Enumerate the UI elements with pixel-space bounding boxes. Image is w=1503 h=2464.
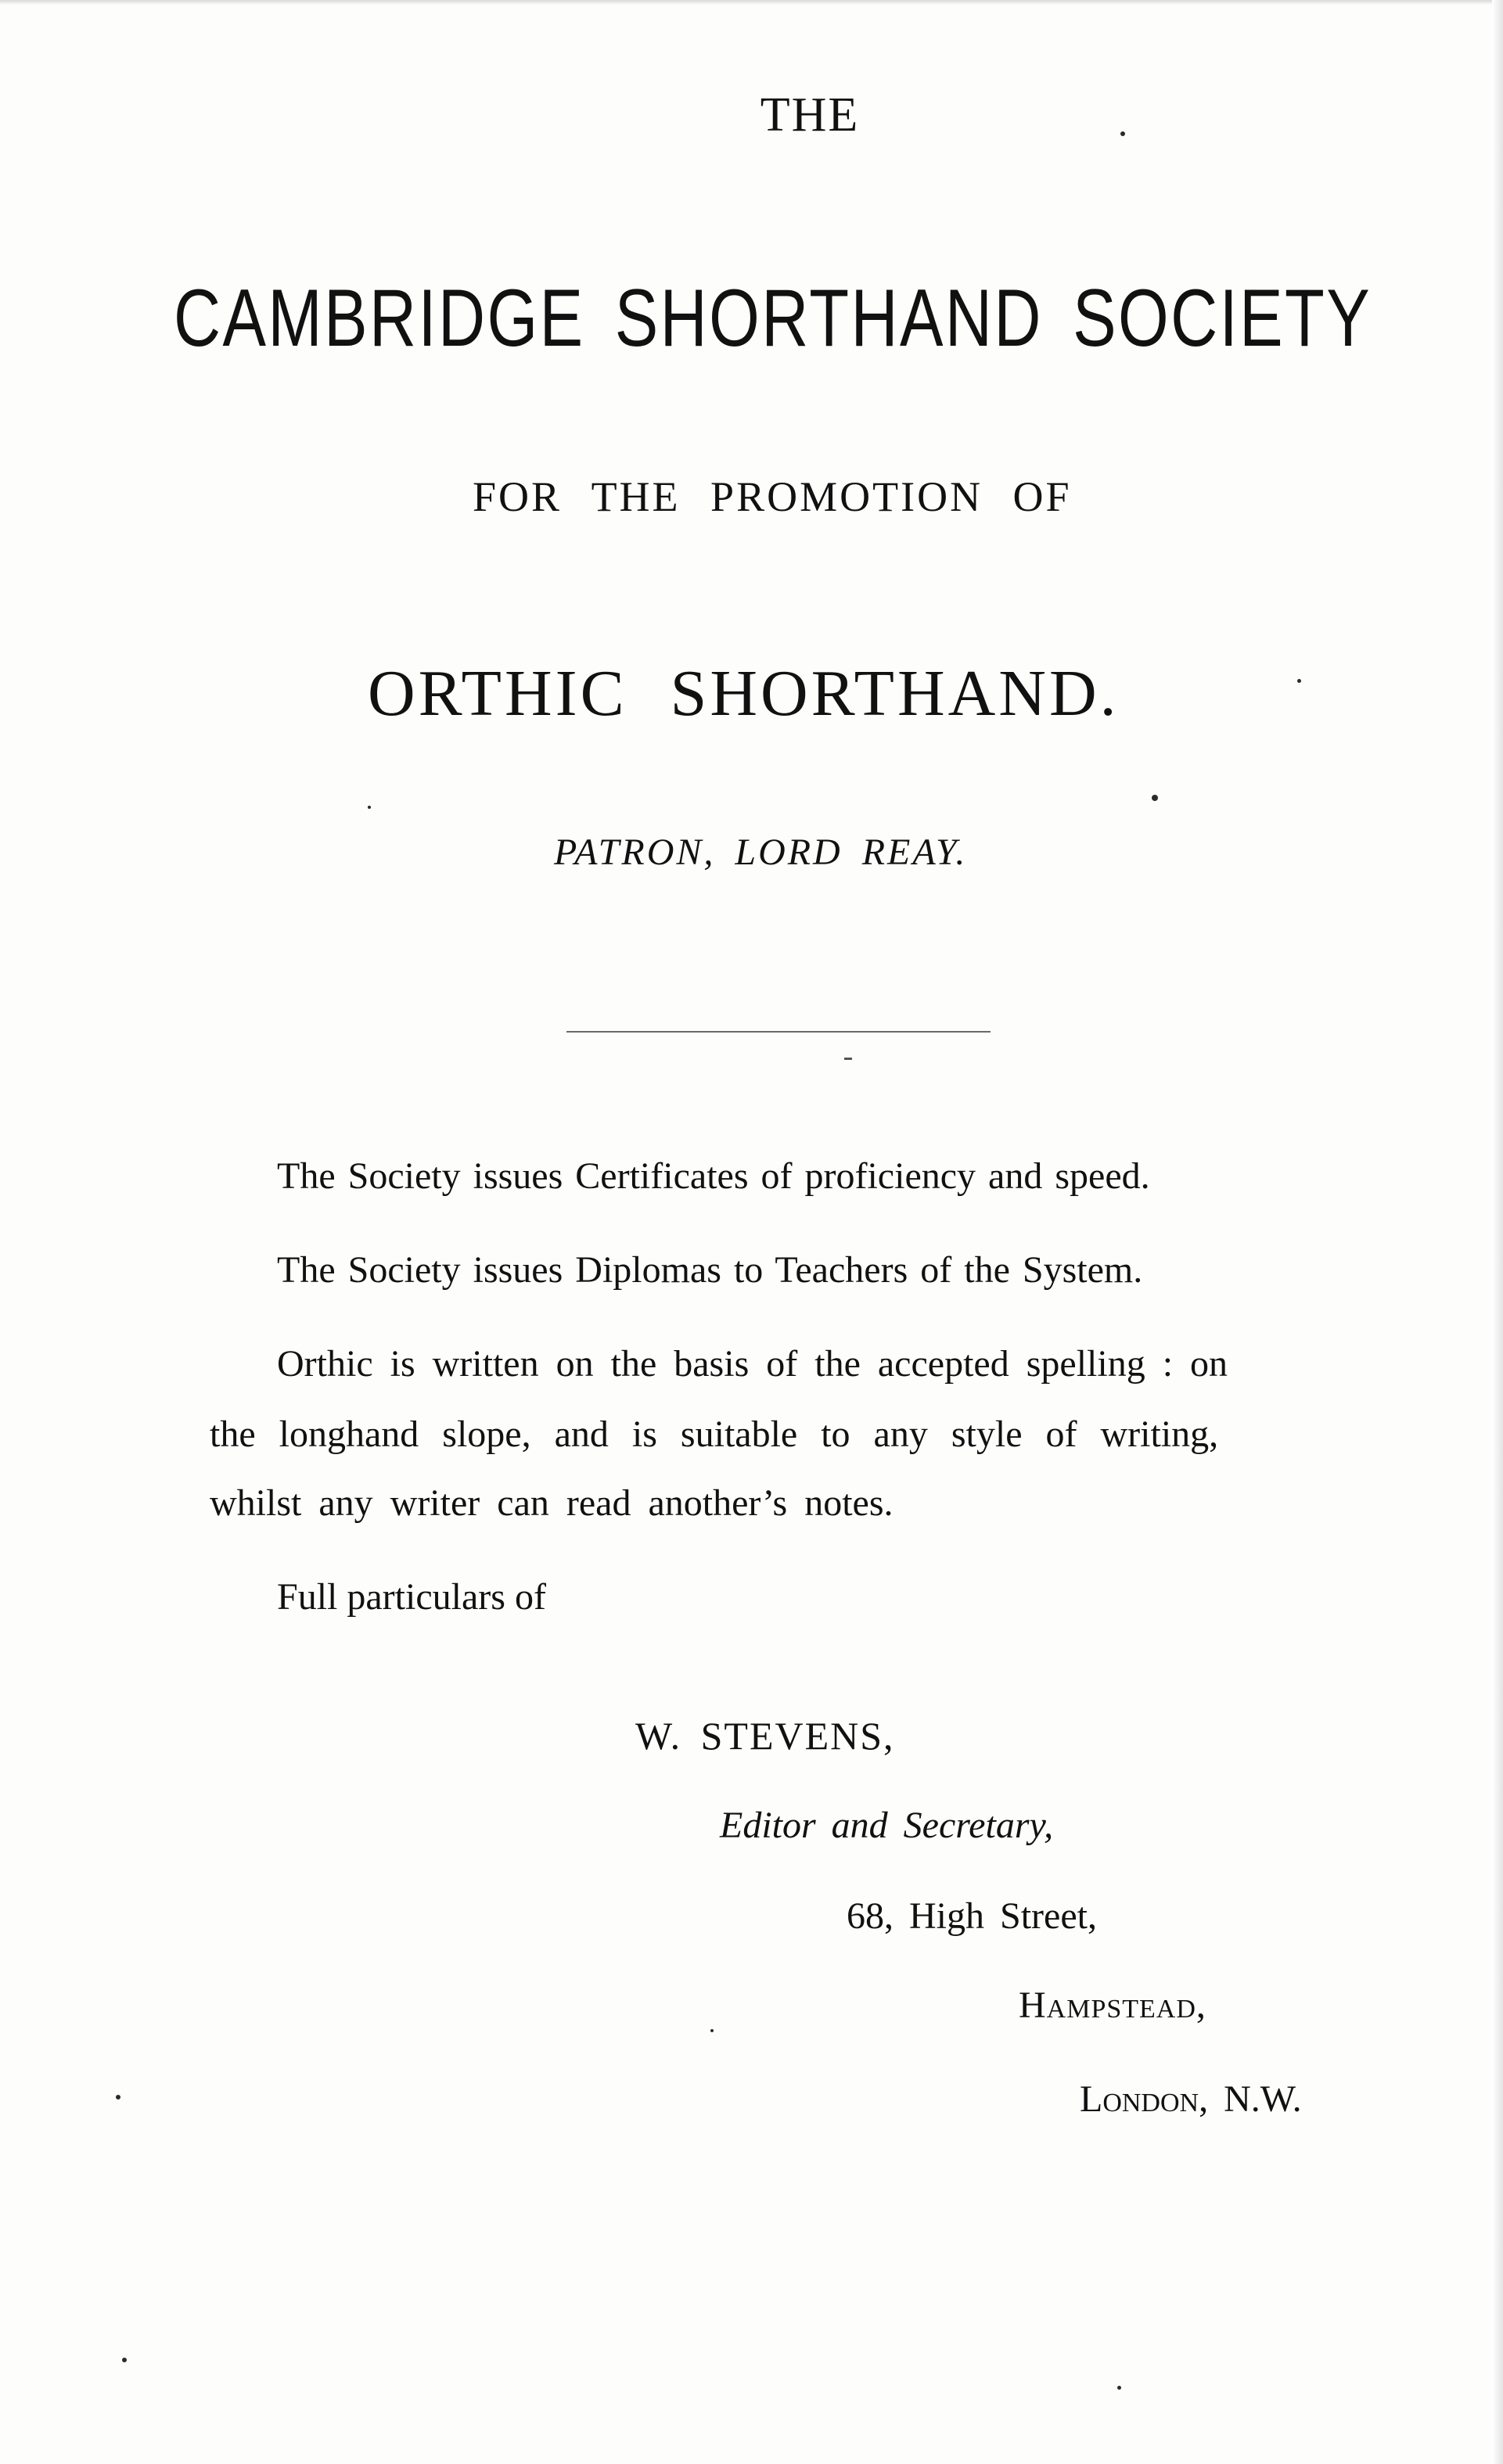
address-area: Hampstead, xyxy=(1019,1984,1206,2026)
print-speck xyxy=(1297,679,1301,683)
purpose-line: FOR THE PROMOTION OF xyxy=(473,473,1072,520)
address-city: London, N.W. xyxy=(1080,2078,1302,2120)
print-speck xyxy=(1120,131,1125,136)
page-top-edge xyxy=(0,0,1503,5)
paragraph-diplomas: The Society issues Diplomas to Teachers of the System. xyxy=(277,1249,1143,1291)
paragraph-particulars: Full particulars of xyxy=(277,1576,546,1618)
print-speck xyxy=(710,2029,714,2032)
print-speck xyxy=(1152,795,1158,801)
page-right-edge xyxy=(1492,0,1503,2464)
paragraph-orthic-line-2: the longhand slope, and is suitable to any style of writing, xyxy=(210,1413,1219,1455)
address-name: W. STEVENS, xyxy=(635,1714,895,1758)
subject-title: ORTHIC SHORTHAND. xyxy=(368,657,1120,730)
print-speck xyxy=(116,2095,120,2099)
section-divider xyxy=(566,1031,991,1033)
print-speck xyxy=(368,806,371,809)
paragraph-orthic-line-1: Orthic is written on the basis of the accepted spelling : on xyxy=(277,1343,1228,1385)
society-title: CAMBRIDGE SHORTHAND SOCIETY xyxy=(174,273,1372,364)
print-speck xyxy=(122,2358,127,2362)
paragraph-orthic-line-3: whilst any writer can read another’s notes. xyxy=(210,1482,894,1524)
print-speck xyxy=(1117,2386,1121,2390)
address-role: Editor and Secretary, xyxy=(720,1805,1054,1846)
paragraph-certificates: The Society issues Certificates of proficiency and speed. xyxy=(277,1155,1150,1197)
address-street: 68, High Street, xyxy=(847,1895,1097,1937)
divider-mark xyxy=(844,1058,852,1060)
heading-the: THE xyxy=(760,88,860,142)
patron-line: PATRON, LORD REAY. xyxy=(554,832,968,873)
